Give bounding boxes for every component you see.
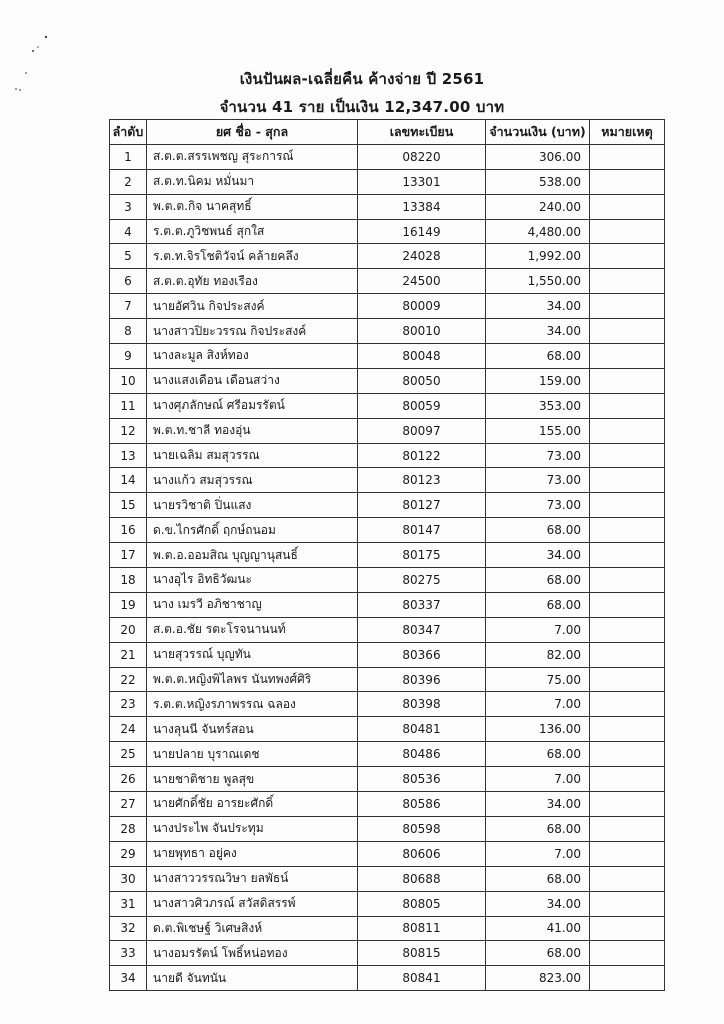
cell-amount: 159.00 [486,368,590,393]
cell-registration: 80009 [358,294,486,319]
cell-no: 15 [110,493,147,518]
cell-no: 31 [110,891,147,916]
cell-name: ส.ต.ท.นิคม หมั่นมา [147,169,358,194]
cell-name: นางอุไร อิทธิวัฒนะ [147,568,358,593]
cell-amount: 306.00 [486,144,590,169]
cell-amount: 41.00 [486,916,590,941]
table-row [110,692,665,717]
cell-amount: 82.00 [486,642,590,667]
cell-remarks [590,692,665,717]
cell-registration: 80010 [358,319,486,344]
cell-registration: 80147 [358,518,486,543]
column-header-amount: จำนวนเงิน (บาท) [486,120,590,145]
cell-name: ร.ต.ท.จิรโชติวัจน์ คล้ายคลึง [147,244,358,269]
cell-remarks [590,169,665,194]
cell-amount: 73.00 [486,468,590,493]
table-row [110,219,665,244]
cell-name: พ.ต.อ.ออมสิณ บุญญานุสนธิ์ [147,543,358,568]
cell-no: 23 [110,692,147,717]
cell-amount: 73.00 [486,493,590,518]
cell-remarks [590,219,665,244]
table-row [110,269,665,294]
cell-amount: 68.00 [486,941,590,966]
cell-amount: 1,550.00 [486,269,590,294]
cell-no: 18 [110,568,147,593]
cell-remarks [590,319,665,344]
cell-amount: 155.00 [486,418,590,443]
cell-registration: 80097 [358,418,486,443]
cell-remarks [590,294,665,319]
table-row [110,294,665,319]
table-header-row [110,120,665,145]
cell-name: นางศุภลักษณ์ ศรีอมรรัตน์ [147,393,358,418]
table-row [110,891,665,916]
table-row [110,792,665,817]
cell-remarks [590,144,665,169]
cell-amount: 75.00 [486,667,590,692]
cell-registration: 16149 [358,219,486,244]
cell-amount: 34.00 [486,792,590,817]
cell-amount: 1,992.00 [486,244,590,269]
cell-amount: 136.00 [486,717,590,742]
cell-name: พ.ต.ท.ชาลี ทองอุ่น [147,418,358,443]
cell-registration: 80050 [358,368,486,393]
cell-registration: 80059 [358,393,486,418]
cell-no: 13 [110,443,147,468]
cell-amount: 34.00 [486,543,590,568]
cell-amount: 7.00 [486,767,590,792]
table-row [110,144,665,169]
cell-remarks [590,269,665,294]
table-row [110,568,665,593]
table-row [110,418,665,443]
document-summary: จำนวน 41 ราย เป็นเงิน 12,347.00 บาท [219,98,505,116]
cell-no: 10 [110,368,147,393]
cell-name: นาง เมรวี อภิชาชาญ [147,592,358,617]
cell-amount: 240.00 [486,194,590,219]
cell-registration: 80127 [358,493,486,518]
cell-registration: 80841 [358,966,486,991]
cell-remarks [590,767,665,792]
cell-remarks [590,941,665,966]
cell-remarks [590,493,665,518]
cell-registration: 80398 [358,692,486,717]
cell-name: พ.ต.ต.กิจ นาคสุทธิ์ [147,194,358,219]
table-body [110,144,665,990]
cell-registration: 24028 [358,244,486,269]
cell-name: นางประไพ จันประทุม [147,816,358,841]
cell-registration: 80048 [358,344,486,369]
cell-remarks [590,816,665,841]
table-row [110,767,665,792]
cell-no: 34 [110,966,147,991]
cell-no: 8 [110,319,147,344]
cell-name: นายอัศวิน กิจประสงค์ [147,294,358,319]
table-row [110,617,665,642]
cell-no: 6 [110,269,147,294]
cell-registration: 80175 [358,543,486,568]
cell-registration: 80337 [358,592,486,617]
table-row [110,916,665,941]
cell-no: 24 [110,717,147,742]
cell-remarks [590,568,665,593]
cell-no: 9 [110,344,147,369]
cell-no: 3 [110,194,147,219]
cell-registration: 80486 [358,742,486,767]
cell-name: นางละมูล สิงห์ทอง [147,344,358,369]
cell-name: นายดี จันทนัน [147,966,358,991]
cell-remarks [590,368,665,393]
dividend-table [109,119,665,991]
table-row [110,742,665,767]
cell-registration: 13384 [358,194,486,219]
cell-remarks [590,966,665,991]
document-title: เงินปันผล-เฉลี่ยคืน ค้างจ่าย ปี 2561 [239,70,485,88]
cell-remarks [590,468,665,493]
cell-remarks [590,916,665,941]
cell-no: 7 [110,294,147,319]
cell-remarks [590,443,665,468]
cell-no: 30 [110,866,147,891]
cell-registration: 80366 [358,642,486,667]
cell-registration: 80606 [358,841,486,866]
table-row [110,493,665,518]
table-row [110,717,665,742]
cell-registration: 13301 [358,169,486,194]
cell-remarks [590,194,665,219]
cell-no: 12 [110,418,147,443]
cell-registration: 80481 [358,717,486,742]
cell-amount: 34.00 [486,294,590,319]
cell-amount: 538.00 [486,169,590,194]
cell-no: 21 [110,642,147,667]
cell-registration: 80586 [358,792,486,817]
cell-amount: 7.00 [486,841,590,866]
cell-amount: 73.00 [486,443,590,468]
cell-name: นางลุนนี จันทร์สอน [147,717,358,742]
table-row [110,393,665,418]
column-header-name: ยศ ชื่อ - สุกล [147,120,358,145]
cell-registration: 80122 [358,443,486,468]
cell-remarks [590,642,665,667]
cell-amount: 68.00 [486,568,590,593]
table-row [110,319,665,344]
cell-name: นางสาวปิยะวรรณ กิจประสงค์ [147,319,358,344]
cell-registration: 24500 [358,269,486,294]
cell-name: นางอมรรัตน์ โพธิ์หน่อทอง [147,941,358,966]
cell-no: 22 [110,667,147,692]
cell-name: นายสุวรรณ์ บุญทัน [147,642,358,667]
table-row [110,816,665,841]
cell-remarks [590,518,665,543]
cell-amount: 68.00 [486,518,590,543]
cell-no: 1 [110,144,147,169]
cell-registration: 80123 [358,468,486,493]
cell-no: 25 [110,742,147,767]
cell-name: ร.ต.ต.ภูวิชพนธ์ สุกใส [147,219,358,244]
cell-no: 20 [110,617,147,642]
cell-name: นางแสงเดือน เดือนสว่าง [147,368,358,393]
table-row [110,941,665,966]
cell-amount: 7.00 [486,617,590,642]
cell-name: นายพุทธา อยู่คง [147,841,358,866]
table-row [110,344,665,369]
cell-amount: 68.00 [486,592,590,617]
cell-remarks [590,344,665,369]
column-header-registration: เลขทะเบียน [358,120,486,145]
cell-remarks [590,667,665,692]
cell-remarks [590,792,665,817]
cell-no: 29 [110,841,147,866]
cell-registration: 08220 [358,144,486,169]
cell-name: ส.ต.ต.อุทัย ทองเรือง [147,269,358,294]
cell-amount: 353.00 [486,393,590,418]
table-row [110,194,665,219]
cell-no: 2 [110,169,147,194]
cell-no: 14 [110,468,147,493]
cell-name: นายปลาย บุราณเดช [147,742,358,767]
cell-registration: 80396 [358,667,486,692]
cell-name: นายรวิชาติ ปิ่นแสง [147,493,358,518]
cell-amount: 4,480.00 [486,219,590,244]
cell-amount: 34.00 [486,891,590,916]
table-row [110,642,665,667]
table-row [110,169,665,194]
cell-name: ส.ต.อ.ชัย รตะโรจนานนท์ [147,617,358,642]
cell-remarks [590,543,665,568]
table-row [110,841,665,866]
cell-no: 5 [110,244,147,269]
cell-registration: 80815 [358,941,486,966]
cell-amount: 68.00 [486,742,590,767]
table-row [110,592,665,617]
cell-amount: 68.00 [486,344,590,369]
cell-remarks [590,841,665,866]
cell-registration: 80536 [358,767,486,792]
table-row [110,543,665,568]
cell-amount: 7.00 [486,692,590,717]
cell-name: ร.ต.ต.หญิงรภาพรรณ ฉลอง [147,692,358,717]
cell-amount: 68.00 [486,816,590,841]
cell-remarks [590,617,665,642]
cell-name: นายศักดิ์ชัย อารยะศักดิ์ [147,792,358,817]
table-row [110,866,665,891]
cell-registration: 80275 [358,568,486,593]
table-row [110,368,665,393]
cell-name: นางสาววรรณวิษา ยลพัธน์ [147,866,358,891]
cell-no: 4 [110,219,147,244]
cell-name: ด.ข.ไกรศักดิ์ ฤกษ์ถนอม [147,518,358,543]
cell-name: พ.ต.ต.หญิงพิไลพร นันทพงศ์ศิริ [147,667,358,692]
cell-amount: 68.00 [486,866,590,891]
cell-name: นายเฉลิม สมสุวรรณ [147,443,358,468]
cell-remarks [590,393,665,418]
cell-name: นางสาวศิวภรณ์ สวัสดิสรรพ์ [147,891,358,916]
cell-no: 17 [110,543,147,568]
cell-name: นายชาติชาย พูลสุข [147,767,358,792]
table-row [110,468,665,493]
table-row [110,518,665,543]
cell-remarks [590,592,665,617]
cell-no: 19 [110,592,147,617]
cell-remarks [590,717,665,742]
table-row [110,244,665,269]
cell-no: 33 [110,941,147,966]
cell-name: นางแก้ว สมสุวรรณ [147,468,358,493]
column-header-no: ลำดับ [110,120,147,145]
cell-remarks [590,418,665,443]
table-row [110,443,665,468]
column-header-remarks: หมายเหตุ [590,120,665,145]
cell-name: ส.ต.ต.สรรเพชญ สุระการณ์ [147,144,358,169]
table-row [110,667,665,692]
cell-remarks [590,866,665,891]
cell-remarks [590,742,665,767]
cell-no: 26 [110,767,147,792]
cell-registration: 80347 [358,617,486,642]
cell-amount: 823.00 [486,966,590,991]
table-row [110,966,665,991]
cell-remarks [590,244,665,269]
cell-no: 28 [110,816,147,841]
cell-no: 16 [110,518,147,543]
cell-registration: 80598 [358,816,486,841]
cell-registration: 80688 [358,866,486,891]
cell-no: 32 [110,916,147,941]
cell-registration: 80805 [358,891,486,916]
cell-name: ด.ต.พิเชษฐ์ วิเศษสิงห์ [147,916,358,941]
cell-amount: 34.00 [486,319,590,344]
cell-registration: 80811 [358,916,486,941]
cell-no: 27 [110,792,147,817]
cell-no: 11 [110,393,147,418]
cell-remarks [590,891,665,916]
